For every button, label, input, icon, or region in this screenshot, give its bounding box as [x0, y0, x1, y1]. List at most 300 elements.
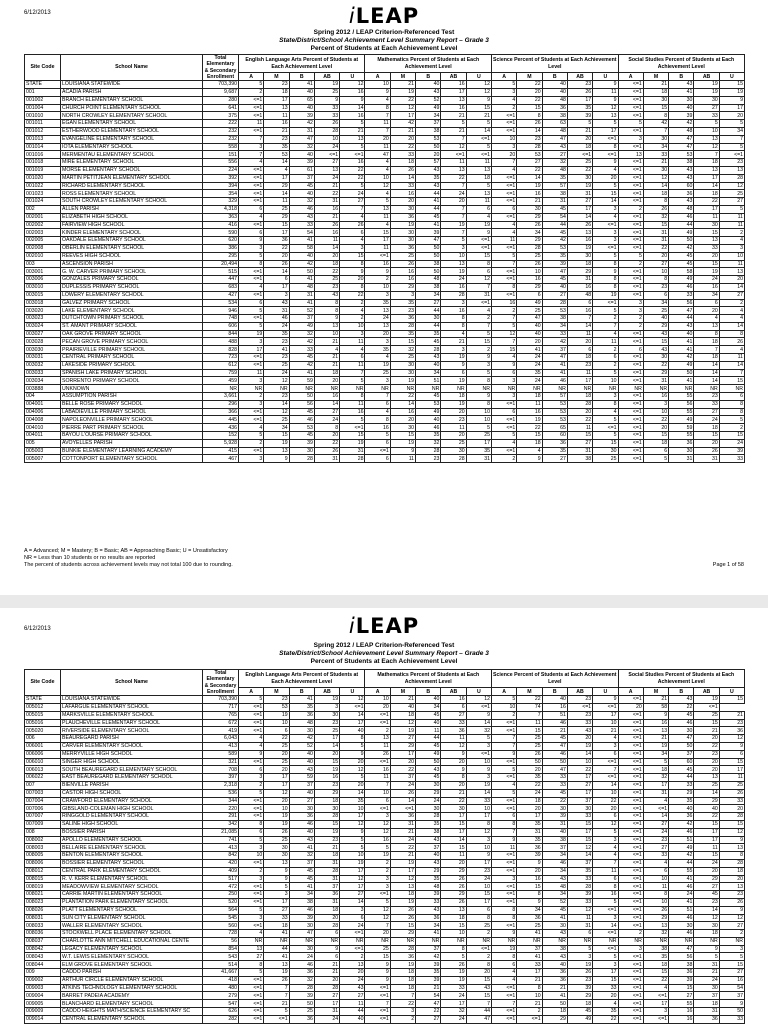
percent-cell: 46	[669, 213, 694, 221]
percent-cell: 43	[542, 875, 567, 883]
percent-cell: 32	[466, 727, 491, 735]
percent-cell: 11	[340, 361, 365, 369]
percent-cell: 21	[390, 852, 415, 860]
percent-cell: 4	[593, 213, 618, 221]
percent-cell: 7	[466, 1000, 491, 1008]
percent-cell: 47	[669, 307, 694, 315]
percent-cell: 46	[669, 914, 694, 922]
percent-cell: 3	[239, 914, 264, 922]
percent-cell: 6	[340, 229, 365, 237]
percent-cell: <=1	[492, 898, 517, 906]
level-header: A	[365, 688, 390, 696]
percent-cell: 16	[441, 104, 466, 112]
percent-cell: 5	[466, 424, 491, 432]
percent-cell: 43	[416, 859, 441, 867]
percent-cell: 11	[416, 727, 441, 735]
table-row	[25, 906, 745, 914]
percent-cell: 16	[365, 260, 390, 268]
percent-cell: 3	[593, 229, 618, 237]
percent-cell: 14	[694, 906, 719, 914]
percent-cell: 33	[643, 151, 668, 159]
percent-cell: 21	[390, 696, 415, 704]
site-code-cell: 008012	[25, 867, 61, 875]
percent-cell: 28	[314, 127, 339, 135]
enrollment-cell: 363	[203, 213, 239, 221]
percent-cell: 38	[567, 455, 592, 463]
percent-cell: <=1	[618, 852, 643, 860]
percent-cell: 22	[390, 143, 415, 151]
percent-cell: <=1	[239, 174, 264, 182]
percent-cell: <=1	[492, 276, 517, 284]
percent-cell: 11	[567, 424, 592, 432]
percent-cell: 15	[390, 922, 415, 930]
percent-cell: 16	[441, 696, 466, 704]
table-row	[25, 174, 745, 182]
percent-cell: 14	[593, 922, 618, 930]
percent-cell: 5	[466, 182, 491, 190]
percent-cell: 38	[542, 190, 567, 198]
percent-cell: 15	[719, 961, 744, 969]
percent-cell: 25	[365, 369, 390, 377]
percent-cell: 19	[567, 244, 592, 252]
percent-cell: 7	[441, 182, 466, 190]
percent-cell: 9	[365, 976, 390, 984]
site-code-cell: 004	[25, 393, 61, 401]
percent-cell: 11	[492, 844, 517, 852]
percent-cell: 49	[669, 416, 694, 424]
percent-cell: 4	[239, 213, 264, 221]
percent-cell: 16	[517, 190, 542, 198]
percent-cell: 5	[239, 906, 264, 914]
percent-cell: 5	[567, 120, 592, 128]
percent-cell: 9	[466, 711, 491, 719]
percent-cell: 2	[618, 315, 643, 323]
enrollment-cell: 397	[203, 774, 239, 782]
percent-cell: 44	[669, 859, 694, 867]
site-code-cell: 003027	[25, 330, 61, 338]
level-header: B	[289, 688, 314, 696]
percent-cell: 9	[365, 961, 390, 969]
percent-cell: 34	[416, 369, 441, 377]
percent-cell: 39	[289, 112, 314, 120]
percent-cell: 8	[239, 260, 264, 268]
percent-cell: 47	[365, 151, 390, 159]
percent-cell: 31	[466, 291, 491, 299]
percent-cell: <=1	[618, 836, 643, 844]
percent-cell: 4	[365, 190, 390, 198]
percent-cell: 11	[314, 237, 339, 245]
percent-cell: 34	[542, 322, 567, 330]
percent-cell: 34	[643, 750, 668, 758]
percent-cell: 9	[719, 836, 744, 844]
percent-cell: 6	[719, 750, 744, 758]
percent-cell: 19	[314, 696, 339, 704]
percent-cell: 22	[517, 424, 542, 432]
percent-cell: 26	[719, 898, 744, 906]
percent-cell: 29	[390, 930, 415, 938]
percent-cell: 5	[340, 120, 365, 128]
percent-cell: <=1	[239, 984, 264, 992]
percent-cell: 38	[416, 283, 441, 291]
table-row	[25, 369, 745, 377]
school-name-cell: PRAIRIEVILLE PRIMARY SCHOOL	[61, 346, 203, 354]
percent-cell: 20	[567, 135, 592, 143]
percent-cell: 27	[340, 891, 365, 899]
percent-cell: 50	[542, 758, 567, 766]
report-title: Spring 2012 / LEAP Criterion-Referenced Test	[313, 642, 455, 649]
percent-cell: 24	[669, 891, 694, 899]
percent-cell: <=1	[492, 112, 517, 120]
site-code-cell: 003032	[25, 361, 61, 369]
school-name-cell: APOLLO ELEMENTARY SCHOOL	[61, 836, 203, 844]
percent-cell: <=1	[239, 891, 264, 899]
percent-cell: 23	[719, 891, 744, 899]
percent-cell: NR	[694, 937, 719, 945]
enrollment-cell: 765	[203, 711, 239, 719]
percent-cell: 4	[365, 159, 390, 167]
percent-cell: 28	[416, 813, 441, 821]
percent-cell: <=1	[618, 439, 643, 447]
percent-cell: 19	[441, 969, 466, 977]
percent-cell: 10	[593, 789, 618, 797]
percent-cell: 42	[542, 237, 567, 245]
percent-cell: 32	[390, 346, 415, 354]
enrollment-cell: 427	[203, 291, 239, 299]
percent-cell: 22	[340, 174, 365, 182]
percent-cell: 10	[466, 883, 491, 891]
percent-cell: 17	[593, 969, 618, 977]
percent-cell: 19	[340, 439, 365, 447]
percent-cell: 7	[441, 229, 466, 237]
table-row	[25, 400, 745, 408]
site-code-cell: 008042	[25, 945, 61, 953]
percent-cell: 4	[593, 735, 618, 743]
percent-cell: 13	[365, 307, 390, 315]
site-code-cell: 008015	[25, 875, 61, 883]
percent-cell: <=1	[593, 299, 618, 307]
percent-cell: 48	[416, 276, 441, 284]
percent-cell: 19	[390, 961, 415, 969]
percent-cell: 30	[289, 922, 314, 930]
enrollment-cell: 717	[203, 703, 239, 711]
percent-cell: 41	[669, 875, 694, 883]
percent-cell: 19	[466, 221, 491, 229]
percent-cell: <=1	[593, 945, 618, 953]
percent-cell: 9	[492, 836, 517, 844]
site-code-cell: 003888	[25, 385, 61, 393]
percent-cell: 24	[694, 416, 719, 424]
percent-cell: 26	[314, 221, 339, 229]
school-name-cell: AVOYELLES PARISH	[61, 439, 203, 447]
site-code-cell: 002010	[25, 252, 61, 260]
percent-cell: 15	[466, 252, 491, 260]
percent-cell: 31	[390, 820, 415, 828]
percent-cell: 18	[542, 1008, 567, 1016]
percent-cell: 10	[643, 875, 668, 883]
percent-cell: 28	[314, 813, 339, 821]
enrollment-cell: 515	[203, 268, 239, 276]
percent-cell: <=1	[618, 393, 643, 401]
percent-cell: 5	[643, 455, 668, 463]
percent-cell: 8	[441, 322, 466, 330]
percent-cell: <=1	[618, 797, 643, 805]
percent-cell: 24	[694, 276, 719, 284]
percent-cell: <=1	[618, 213, 643, 221]
enrollment-cell: 556	[203, 159, 239, 167]
percent-cell: 56	[289, 400, 314, 408]
school-name-cell: OBERLIN ELEMENTARY SCHOOL	[61, 244, 203, 252]
percent-cell: 38	[542, 836, 567, 844]
percent-cell: 5	[593, 416, 618, 424]
math-header: Mathematics Percent of Students at Each Achievement Level	[365, 670, 492, 688]
percent-cell: 9	[643, 711, 668, 719]
site-code-cell: 007004	[25, 797, 61, 805]
site-code-cell: 006006	[25, 750, 61, 758]
percent-cell: 17	[466, 439, 491, 447]
percent-cell: <=1	[618, 696, 643, 704]
percent-cell: 17	[264, 898, 289, 906]
percent-cell: 30	[669, 727, 694, 735]
school-name-cell: COTTONPORT ELEMENTARY SCHOOL	[61, 455, 203, 463]
percent-cell: 30	[264, 852, 289, 860]
school-name-cell: SORRENTO PRIMARY SCHOOL	[61, 377, 203, 385]
percent-cell: 48	[542, 166, 567, 174]
percent-cell: 46	[289, 416, 314, 424]
percent-cell: 63	[542, 120, 567, 128]
percent-cell: <=1	[492, 198, 517, 206]
percent-cell: 33	[694, 112, 719, 120]
report-subtitle: State/District/School Achievement Level Summary Report – Grade 3	[279, 37, 489, 44]
percent-cell: <=1	[618, 81, 643, 89]
percent-cell: 14	[593, 198, 618, 206]
percent-cell: 32	[643, 774, 668, 782]
percent-cell: <=1	[492, 1015, 517, 1023]
percent-cell: 31	[314, 1008, 339, 1016]
percent-cell: 20	[314, 914, 339, 922]
percent-cell: 3	[365, 338, 390, 346]
table-row	[25, 797, 745, 805]
percent-cell: 40	[289, 828, 314, 836]
percent-cell: 32	[289, 143, 314, 151]
percent-cell: 35	[517, 369, 542, 377]
percent-cell: <=1	[466, 237, 491, 245]
percent-cell: 18	[314, 852, 339, 860]
percent-cell: 20	[441, 859, 466, 867]
percent-cell: 22	[669, 703, 694, 711]
percent-cell: 40	[542, 961, 567, 969]
percent-cell: 2	[365, 859, 390, 867]
percent-cell: NR	[542, 385, 567, 393]
percent-cell: 43	[416, 182, 441, 190]
enrollment-cell: 220	[203, 805, 239, 813]
percent-cell: 24	[365, 315, 390, 323]
percent-cell: 24	[264, 322, 289, 330]
percent-cell: 46	[669, 883, 694, 891]
percent-cell: 4	[643, 859, 668, 867]
percent-cell: 48	[567, 291, 592, 299]
enrollment-cell: 291	[203, 813, 239, 821]
table-row	[25, 315, 745, 323]
percent-cell: 32	[289, 198, 314, 206]
percent-cell: 45	[289, 408, 314, 416]
enrollment-cell: 3,661	[203, 393, 239, 401]
percent-cell: 2	[492, 307, 517, 315]
percent-cell: 16	[643, 393, 668, 401]
percent-cell: 45	[416, 711, 441, 719]
report-date: 6/12/2013	[24, 10, 51, 16]
percent-cell: 13	[441, 166, 466, 174]
percent-cell: 25	[466, 432, 491, 440]
percent-cell: 3	[492, 143, 517, 151]
percent-cell: 24	[441, 992, 466, 1000]
site-code-cell: 004010	[25, 424, 61, 432]
percent-cell: 4	[365, 166, 390, 174]
percent-cell: 36	[542, 969, 567, 977]
percent-cell: 36	[289, 813, 314, 821]
percent-cell: 9	[390, 447, 415, 455]
percent-cell: 18	[517, 439, 542, 447]
school-name-cell: CHURCH POINT ELEMENTARY SCHOOL	[61, 104, 203, 112]
percent-cell: 10	[340, 322, 365, 330]
percent-cell: 48	[289, 283, 314, 291]
percent-cell: 47	[517, 315, 542, 323]
percent-cell: 3	[365, 291, 390, 299]
percent-cell: 40	[643, 315, 668, 323]
percent-cell: 28	[289, 455, 314, 463]
percent-cell: 22	[517, 696, 542, 704]
percent-cell: 3	[314, 703, 339, 711]
percent-cell: 38	[416, 260, 441, 268]
percent-cell: 36	[517, 914, 542, 922]
percent-cell: 2	[517, 1008, 542, 1016]
percent-cell: 40	[517, 322, 542, 330]
percent-cell: 45	[669, 766, 694, 774]
percent-cell: 46	[669, 283, 694, 291]
percent-cell: 9	[694, 945, 719, 953]
percent-cell: 14	[390, 400, 415, 408]
percent-cell: 5	[466, 330, 491, 338]
enrollment-cell: 589	[203, 750, 239, 758]
percent-cell: 28	[517, 244, 542, 252]
percent-cell: 24	[517, 377, 542, 385]
percent-cell: 7	[694, 346, 719, 354]
table-row	[25, 424, 745, 432]
percent-cell: 35	[264, 330, 289, 338]
percent-cell: 15	[719, 432, 744, 440]
percent-cell: 5	[441, 237, 466, 245]
percent-cell: 5	[618, 252, 643, 260]
percent-cell: 22	[593, 1015, 618, 1023]
percent-cell: 14	[643, 182, 668, 190]
percent-cell: 3	[593, 742, 618, 750]
percent-cell: 5	[365, 844, 390, 852]
percent-cell: 37	[694, 992, 719, 1000]
percent-cell: 43	[340, 984, 365, 992]
percent-cell: 36	[314, 891, 339, 899]
table-row	[25, 953, 745, 961]
percent-cell: 8	[492, 906, 517, 914]
percent-cell: 35	[416, 969, 441, 977]
percent-cell: 27	[264, 906, 289, 914]
level-header: U	[719, 73, 744, 81]
percent-cell: 27	[567, 781, 592, 789]
percent-cell: 15	[517, 104, 542, 112]
percent-cell: 4	[239, 283, 264, 291]
percent-cell: 18	[314, 906, 339, 914]
percent-cell: <=1	[239, 1000, 264, 1008]
percent-cell: 20	[517, 88, 542, 96]
percent-cell: 17	[264, 283, 289, 291]
percent-cell: 21	[694, 727, 719, 735]
percent-cell: 6	[441, 369, 466, 377]
enrollment-cell: 543	[203, 953, 239, 961]
percent-cell: 51	[669, 836, 694, 844]
percent-cell: 16	[314, 393, 339, 401]
percent-cell: <=1	[593, 703, 618, 711]
percent-cell: 17	[466, 898, 491, 906]
percent-cell: 41	[669, 898, 694, 906]
percent-cell: 2	[492, 711, 517, 719]
percent-cell: 13	[694, 322, 719, 330]
table-row	[25, 875, 745, 883]
percent-cell: 22	[390, 1000, 415, 1008]
percent-cell: 5	[239, 81, 264, 89]
percent-cell: 35	[643, 953, 668, 961]
percent-cell: 28	[719, 174, 744, 182]
percent-cell: 25	[567, 159, 592, 167]
percent-cell: 18	[567, 143, 592, 151]
percent-cell: 28	[289, 984, 314, 992]
percent-cell: 21	[643, 81, 668, 89]
percent-cell: 33	[567, 875, 592, 883]
percent-cell: 11	[340, 1000, 365, 1008]
percent-cell: 21	[542, 727, 567, 735]
percent-cell: 21	[643, 696, 668, 704]
percent-cell: 11	[719, 221, 744, 229]
percent-cell: 23	[441, 416, 466, 424]
percent-cell: <=1	[618, 883, 643, 891]
percent-cell: 4	[466, 213, 491, 221]
percent-cell: 16	[264, 120, 289, 128]
percent-cell: 32	[289, 330, 314, 338]
percent-cell: 25	[264, 205, 289, 213]
percent-cell: <=1	[466, 244, 491, 252]
percent-cell: 13	[694, 774, 719, 782]
enrollment-cell: 5,928	[203, 439, 239, 447]
percent-cell: 50	[416, 268, 441, 276]
percent-cell: 8	[719, 330, 744, 338]
percent-cell: 34	[517, 906, 542, 914]
percent-cell: 2	[340, 299, 365, 307]
percent-cell: 5	[264, 883, 289, 891]
percent-cell: 29	[390, 742, 415, 750]
percent-cell: 54	[289, 229, 314, 237]
percent-cell: 11	[264, 112, 289, 120]
percent-cell: 41	[669, 338, 694, 346]
school-name-cell: ELIZABETH HIGH SCHOOL	[61, 213, 203, 221]
percent-cell: 41	[517, 346, 542, 354]
table-row	[25, 750, 745, 758]
percent-cell: 48	[289, 719, 314, 727]
percent-cell: 3	[593, 205, 618, 213]
percent-cell: 10	[492, 135, 517, 143]
percent-cell: 43	[669, 174, 694, 182]
percent-cell: 19	[390, 88, 415, 96]
percent-cell: 33	[542, 781, 567, 789]
percent-cell: 53	[542, 400, 567, 408]
percent-cell: 10	[466, 416, 491, 424]
percent-cell: 74	[517, 703, 542, 711]
